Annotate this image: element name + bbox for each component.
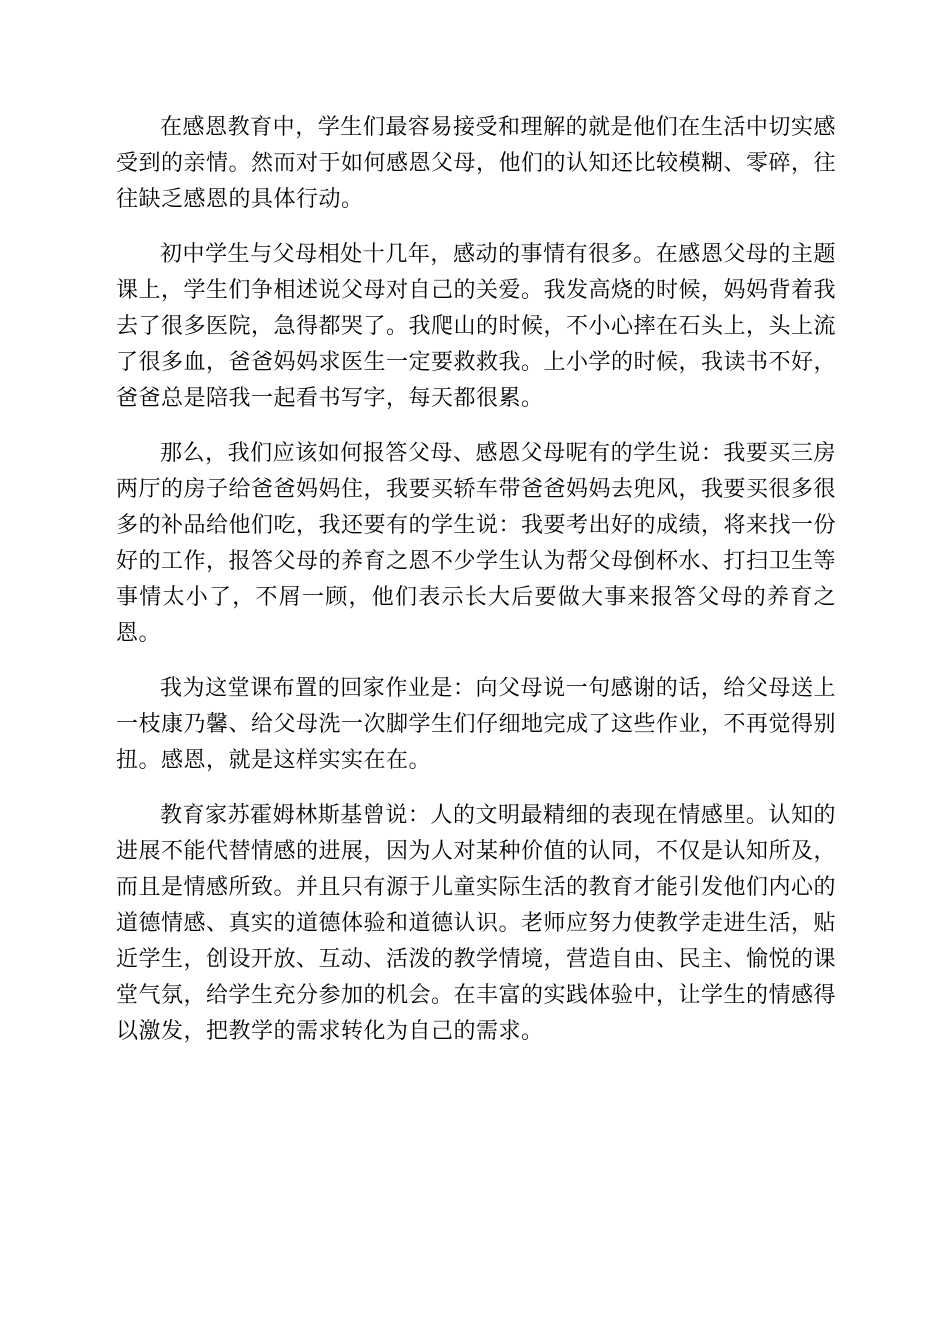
paragraph-4: 我为这堂课布置的回家作业是：向父母说一句感谢的话，给父母送上一枝康乃馨、给父母洗一次脚学生们仔细地完成了这些作业，不再觉得别扭。感恩，就是这样实实在在。 bbox=[116, 676, 837, 773]
paragraph-3: 那么，我们应该如何报答父母、感恩父母呢有的学生说：我要买三房两厅的房子给爸爸妈妈住，我要买轿车带爸爸妈妈去兜风，我要买很多很多的补品给他们吃，我还要有的学生说：我要考出好的成绩，将来找一份好的工作，报答父母的养育之恩不少学生认为帮父母倒杯水、打扫卫生等事情太小了，不屑一顾，他们表示长大后要做大事来报答父母的养育之恩。 bbox=[116, 441, 837, 646]
paragraph-2: 初中学生与父母相处十几年，感动的事情有很多。在感恩父母的主题课上，学生们争相述说父母对自己的关爱。我发高烧的时候，妈妈背着我去了很多医院，急得都哭了。我爬山的时候，不小心摔在石头上，头上流了很多血，爸爸妈妈求医生一定要救救我。上小学的时候，我读书不好，爸爸总是陪我一起看书写字，每天都很累。 bbox=[116, 242, 837, 411]
document-body bbox=[116, 110, 836, 1069]
paragraph-1: 在感恩教育中，学生们最容易接受和理解的就是他们在生活中切实感受到的亲情。然而对于如何感恩父母，他们的认知还比较模糊、零碎，往往缺乏感恩的具体行动。 bbox=[116, 115, 837, 212]
paragraph-5: 教育家苏霍姆林斯基曾说：人的文明最精细的表现在情感里。认知的进展不能代替情感的进展，因为人对某种价值的认同，不仅是认知所及，而且是情感所致。并且只有源于儿童实际生活的教育才能引发他们内心的道德情感、真实的道德体验和道德认识。老师应努力使教学走进生活，贴近学生，创设开放、互动、活泼的教学情境，营造自由、民主、愉悦的课堂气氛，给学生充分参加的机会。在丰富的实践体验中，让学生的情感得以激发，把教学的需求转化为自己的需求。 bbox=[116, 803, 837, 1044]
